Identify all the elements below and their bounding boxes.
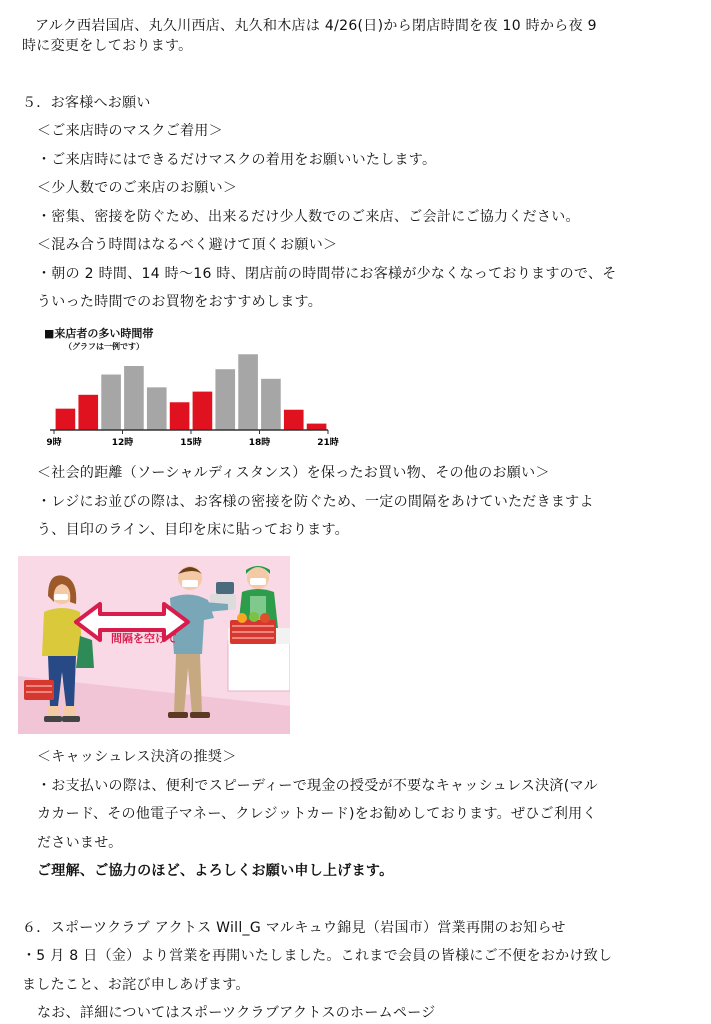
chart-tick-label: 15時 bbox=[180, 438, 202, 448]
cashless-text-3: ださいませ。 bbox=[37, 835, 123, 851]
chart-bar bbox=[147, 387, 167, 430]
small-group-text: ・密集、密接を防ぐため、出来るだけ少人数でのご来店、ご会計にご協力ください。 bbox=[37, 209, 580, 225]
cashless-heading: ＜キャッシュレス決済の推奨＞ bbox=[37, 749, 237, 765]
chart-tick-label: 18時 bbox=[248, 438, 271, 448]
chart-bar bbox=[307, 424, 327, 430]
chart-bar bbox=[124, 366, 144, 430]
crowd-text-2: ういった時間でのお買物をおすすめします。 bbox=[37, 294, 323, 310]
chart-bar bbox=[101, 375, 121, 430]
chart-tick-label: 9時 bbox=[46, 438, 62, 448]
chart-bar bbox=[78, 395, 98, 430]
section-6-text-1: ・5 月 8 日（金）より営業を再開いたしました。これまで会員の皆様にご不便をおかけ致し bbox=[22, 948, 613, 964]
cashless-text-1: ・お支払いの際は、便利でスピーディーで現金の授受が不要なキャッシュレス決済(マル bbox=[37, 778, 599, 794]
small-group-heading: ＜少人数でのご来店のお願い＞ bbox=[37, 180, 238, 196]
intro-line-2: 時に変更をしております。 bbox=[22, 38, 193, 54]
crowd-text-1: ・朝の 2 時間、14 時～16 時、閉店前の時間帯にお客様が少なくなっておりますので、そ bbox=[37, 266, 617, 282]
section-5-heading: ５．お客様へお願い bbox=[22, 95, 151, 111]
chart-bar bbox=[284, 410, 304, 430]
chart-bar bbox=[215, 369, 235, 430]
section-6-text-3: なお、詳細についてはスポーツクラブアクトスのホームページ bbox=[37, 1005, 436, 1021]
mask-text: ・ご来店時にはできるだけマスクの着用をお願いいたします。 bbox=[37, 152, 437, 168]
chart-title: ■来店者の多い時間帯 bbox=[44, 327, 154, 340]
distance-text-1: ・レジにお並びの際は、お客様の密接を防ぐため、一定の間隔をあけていただきますよ bbox=[37, 494, 594, 510]
cashless-text-2: カカード、その他電子マネー、クレジットカード)をお勧めしております。ぜひご利用く bbox=[37, 806, 597, 822]
section-6-heading: ６．スポーツクラブ アクトス Will_G マルキュウ錦見（岩国市）営業再開のお知らせ bbox=[22, 920, 566, 936]
crowd-heading: ＜混み合う時間はなるべく避けて頂くお願い＞ bbox=[37, 237, 338, 253]
spacing-label: 間隔を空けて bbox=[111, 632, 177, 645]
chart-tick-label: 12時 bbox=[111, 438, 134, 448]
chart-bar bbox=[170, 402, 190, 430]
chart-bar bbox=[56, 409, 76, 430]
section-6-text-2: ましたこと、お詫び申しあげます。 bbox=[22, 977, 250, 993]
chart-bar bbox=[261, 379, 281, 430]
social-distance-illustration bbox=[18, 556, 290, 734]
chart-bar bbox=[238, 354, 258, 430]
distance-heading: ＜社会的距離（ソーシャルディスタンス）を保ったお買い物、その他のお願い＞ bbox=[37, 465, 550, 481]
mask-heading: ＜ご来店時のマスクご着用＞ bbox=[37, 123, 223, 139]
chart-bar bbox=[193, 392, 213, 430]
visitor-time-chart bbox=[40, 325, 340, 450]
intro-line-1: アルク西岩国店、丸久川西店、丸久和木店は 4/26(日)から閉店時間を夜 10 時から夜 9 bbox=[35, 18, 597, 34]
distance-text-2: う、目印のライン、目印を床に貼っております。 bbox=[37, 522, 349, 538]
chart-subtitle: （グラフは一例です） bbox=[64, 342, 144, 351]
thanks-text: ご理解、ご協力のほど、よろしくお願い申し上げます。 bbox=[37, 863, 394, 879]
chart-tick-label: 21時 bbox=[317, 438, 339, 448]
